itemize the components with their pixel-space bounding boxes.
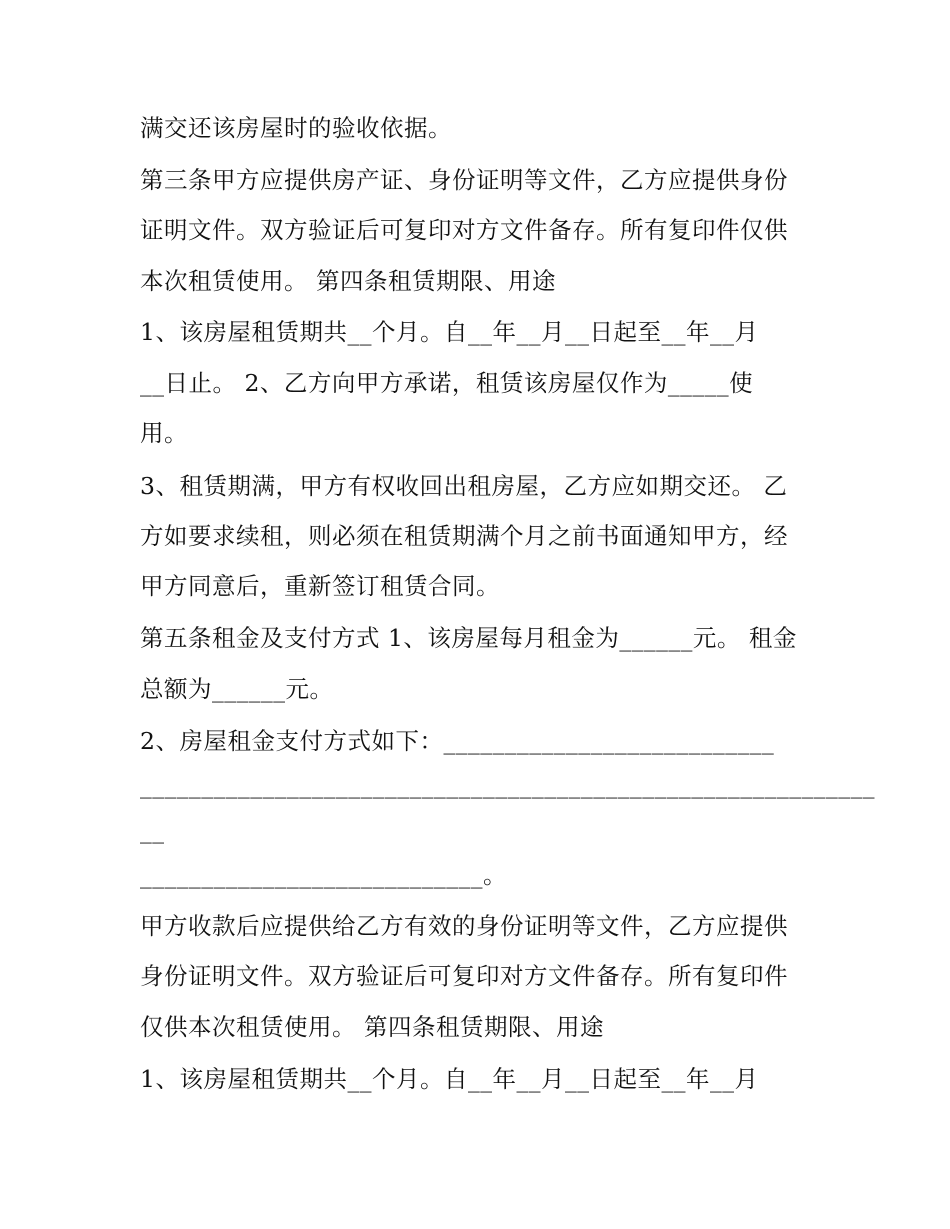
text-line: 方如要求续租，则必须在租赁期满个月之前书面通知甲方，经 (140, 522, 788, 550)
text-line: 仅供本次租赁使用。 第四条租赁期限、用途 (140, 1013, 604, 1041)
text-line: 3、租赁期满，甲方有权收回出租房屋，乙方应如期交还。 乙 (140, 472, 788, 500)
text-line: 甲方收款后应提供给乙方有效的身份证明等文件，乙方应提供 (140, 912, 788, 940)
text-line: ____________________________。 (140, 861, 507, 889)
text-line: 满交还该房屋时的验收依据。 (140, 114, 452, 142)
text-line: 1、该房屋租赁期共__个月。自__年__月__日起至__年__月 (140, 1065, 759, 1093)
text-line: 证明文件。双方验证后可复印对方文件备存。所有复印件仅供 (140, 216, 788, 244)
text-line: 本次租赁使用。 第四条租赁期限、用途 (140, 267, 556, 295)
text-line: 第五条租金及支付方式 1、该房屋每月租金为______元。 租金 (140, 624, 797, 652)
text-line: 1、该房屋租赁期共__个月。自__年__月__日起至__年__月 (140, 318, 759, 346)
text-line: 总额为______元。 (140, 675, 334, 703)
text-line: ____________________________________________________________ (140, 771, 875, 799)
text-line: 身份证明文件。双方验证后可复印对方文件备存。所有复印件 (140, 962, 788, 990)
text-line: 用。 (140, 419, 188, 447)
text-line: 第三条甲方应提供房产证、身份证明等文件，乙方应提供身份 (140, 166, 788, 194)
text-line: 甲方同意后，重新签订租赁合同。 (140, 572, 500, 600)
text-line: __ (140, 816, 165, 844)
text-line: 2、房屋租金支付方式如下：___________________________ (140, 727, 775, 755)
text-line: __日止。 2、乙方向甲方承诺，租赁该房屋仅作为_____使 (140, 369, 754, 397)
